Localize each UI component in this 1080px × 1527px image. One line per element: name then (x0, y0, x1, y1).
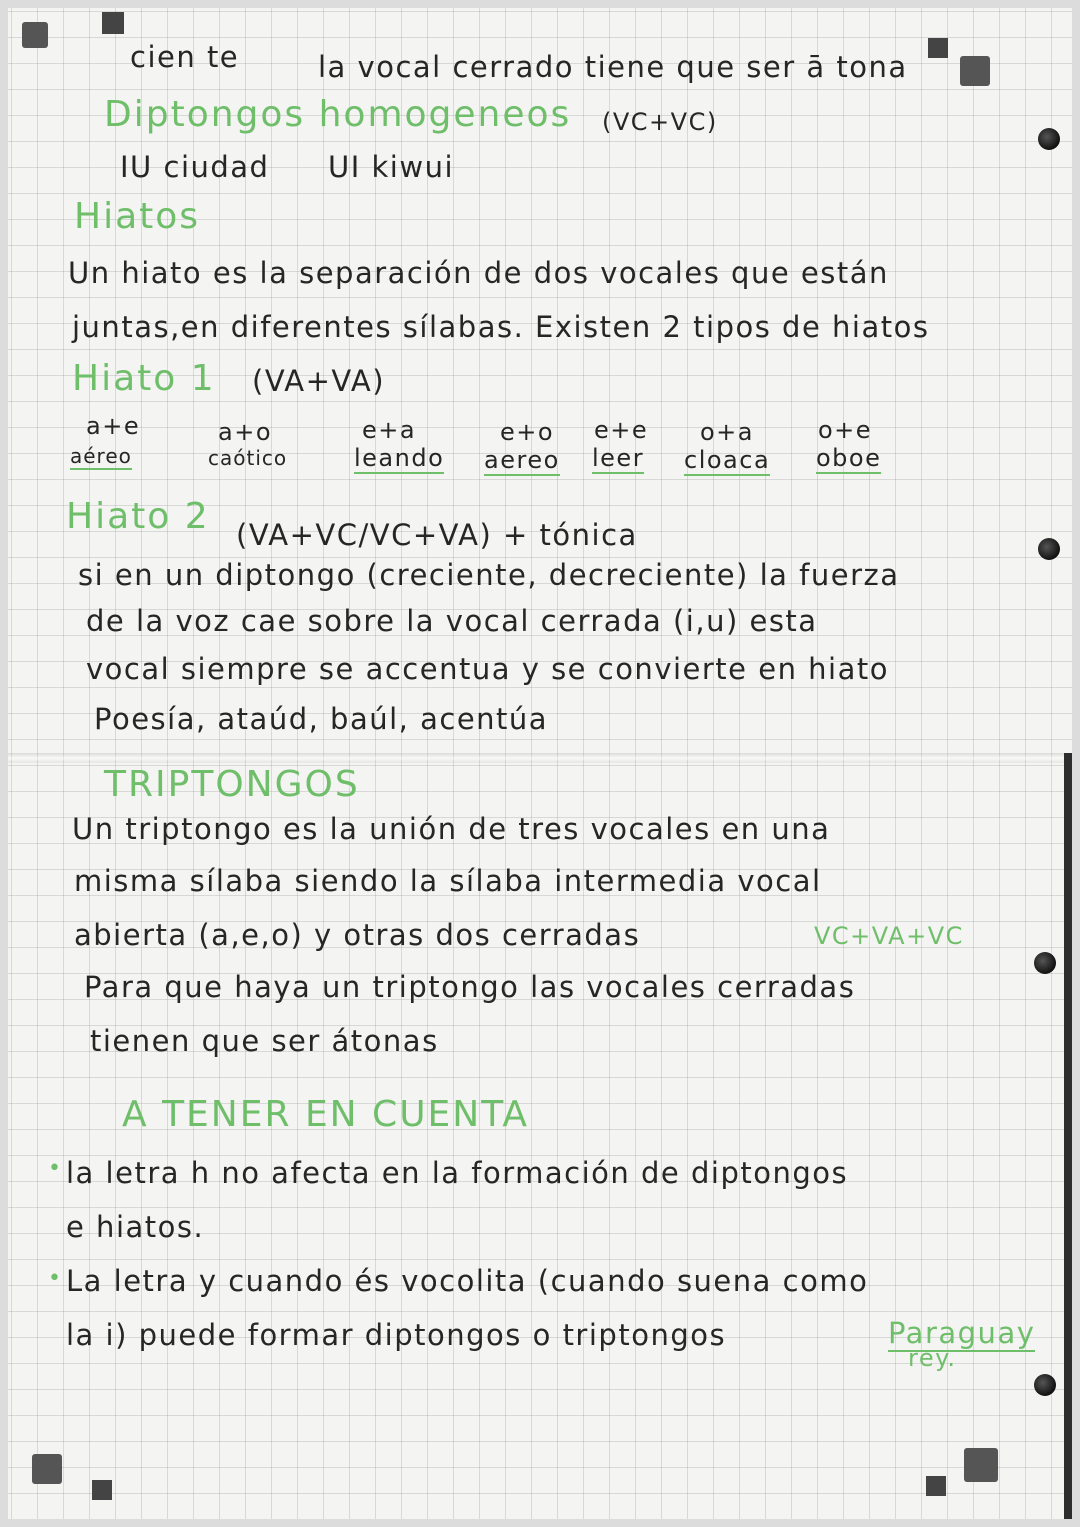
example-rey: rey. (908, 1344, 957, 1372)
pair-label: e+a (362, 416, 417, 444)
triptongos-definition-line2: misma sílaba siendo la sílaba intermedia vocal (74, 864, 822, 898)
heading-hiatos: Hiatos (74, 196, 201, 237)
triptongos-definition-line3: abierta (a,e,o) y otras dos cerradas (74, 918, 641, 952)
corner-marker-top-right (960, 56, 990, 86)
corner-marker-bottom-left (32, 1454, 62, 1484)
corner-marker-bottom-left-small (92, 1480, 112, 1500)
pair-label: e+o (500, 418, 555, 446)
hiato2-examples: Poesía, ataúd, baúl, acentúa (94, 702, 549, 736)
pair-word: leer (592, 444, 645, 472)
formula-hiato-2: (VA+VC/VC+VA) + tónica (236, 518, 638, 552)
punch-hole (1038, 128, 1060, 150)
pair-label: e+e (594, 416, 649, 444)
pair-word: cloaca (684, 446, 771, 474)
formula-vc-vc: (VC+VC) (602, 108, 718, 136)
example-iu-ciudad: IU ciudad (120, 150, 270, 184)
heading-triptongos: TRIPTONGOS (104, 764, 360, 805)
example-ui-kiwui: UI kiwui (328, 150, 455, 184)
pair-word: caótico (208, 446, 288, 470)
heading-hiato-1: Hiato 1 (72, 358, 216, 399)
punch-hole (1034, 1374, 1056, 1396)
pair-label: a+o (218, 418, 272, 446)
pair-label: a+e (86, 412, 141, 440)
corner-marker-bottom-right (964, 1448, 998, 1482)
example-paraguay: Paraguay (888, 1316, 1036, 1350)
pair-label: o+a (700, 418, 754, 446)
hiato2-text-line2: de la voz cae sobre la vocal cerrada (i,u) esta (86, 604, 818, 638)
formula-va-va: (VA+VA) (252, 364, 386, 398)
triptongos-definition-line1: Un triptongo es la unión de tres vocales en una (72, 812, 831, 846)
line-cien-te: cien te (130, 40, 240, 74)
bullet1-line2: e hiatos. (66, 1210, 205, 1244)
bullet-dot: • (48, 1266, 63, 1291)
heading-a-tener-en-cuenta: A TENER EN CUENTA (122, 1094, 530, 1135)
hiato2-text-line3: vocal siempre se accentua y se convierte en hiato (86, 652, 889, 686)
notebook-page (8, 8, 1072, 1519)
page-fold (8, 753, 1072, 763)
bullet-dot: • (48, 1156, 63, 1181)
page-edge-shadow (1064, 753, 1072, 1519)
punch-hole (1038, 538, 1060, 560)
heading-hiato-2: Hiato 2 (66, 496, 210, 537)
bullet2-line1: La letra y cuando és vocolita (cuando suena como (66, 1264, 869, 1298)
bullet1-line1: la letra h no afecta en la formación de diptongos (66, 1156, 849, 1190)
heading-diptongos-homogeneos: Diptongos homogeneos (104, 94, 572, 135)
corner-marker-top-right-small (928, 38, 948, 58)
pair-word: leando (354, 444, 445, 472)
hiatos-definition-line2: juntas,en diferentes sílabas. Existen 2 tipos de hiatos (72, 310, 930, 344)
pair-label: o+e (818, 416, 873, 444)
punch-hole (1034, 952, 1056, 974)
hiatos-definition-line1: Un hiato es la separación de dos vocales que están (68, 256, 889, 290)
pair-word: aereo (484, 446, 560, 474)
bullet2-line2: la i) puede formar diptongos o triptongos (66, 1318, 727, 1352)
triptongos-definition-line4: Para que haya un triptongo las vocales cerradas (84, 970, 856, 1004)
hiato2-text-line1: si en un diptongo (creciente, decreciente) la fuerza (78, 558, 900, 592)
pair-word: aéreo (70, 444, 132, 468)
corner-marker-top-left (22, 22, 48, 48)
formula-vc-va-vc: VC+VA+VC (814, 922, 964, 950)
corner-marker-top-left-small (102, 12, 124, 34)
triptongos-definition-line5: tienen que ser átonas (90, 1024, 439, 1058)
line-vocal-cerrada: la vocal cerrado tiene que ser ā tona (318, 50, 908, 84)
corner-marker-bottom-right-small (926, 1476, 946, 1496)
pair-word: oboe (816, 444, 882, 472)
